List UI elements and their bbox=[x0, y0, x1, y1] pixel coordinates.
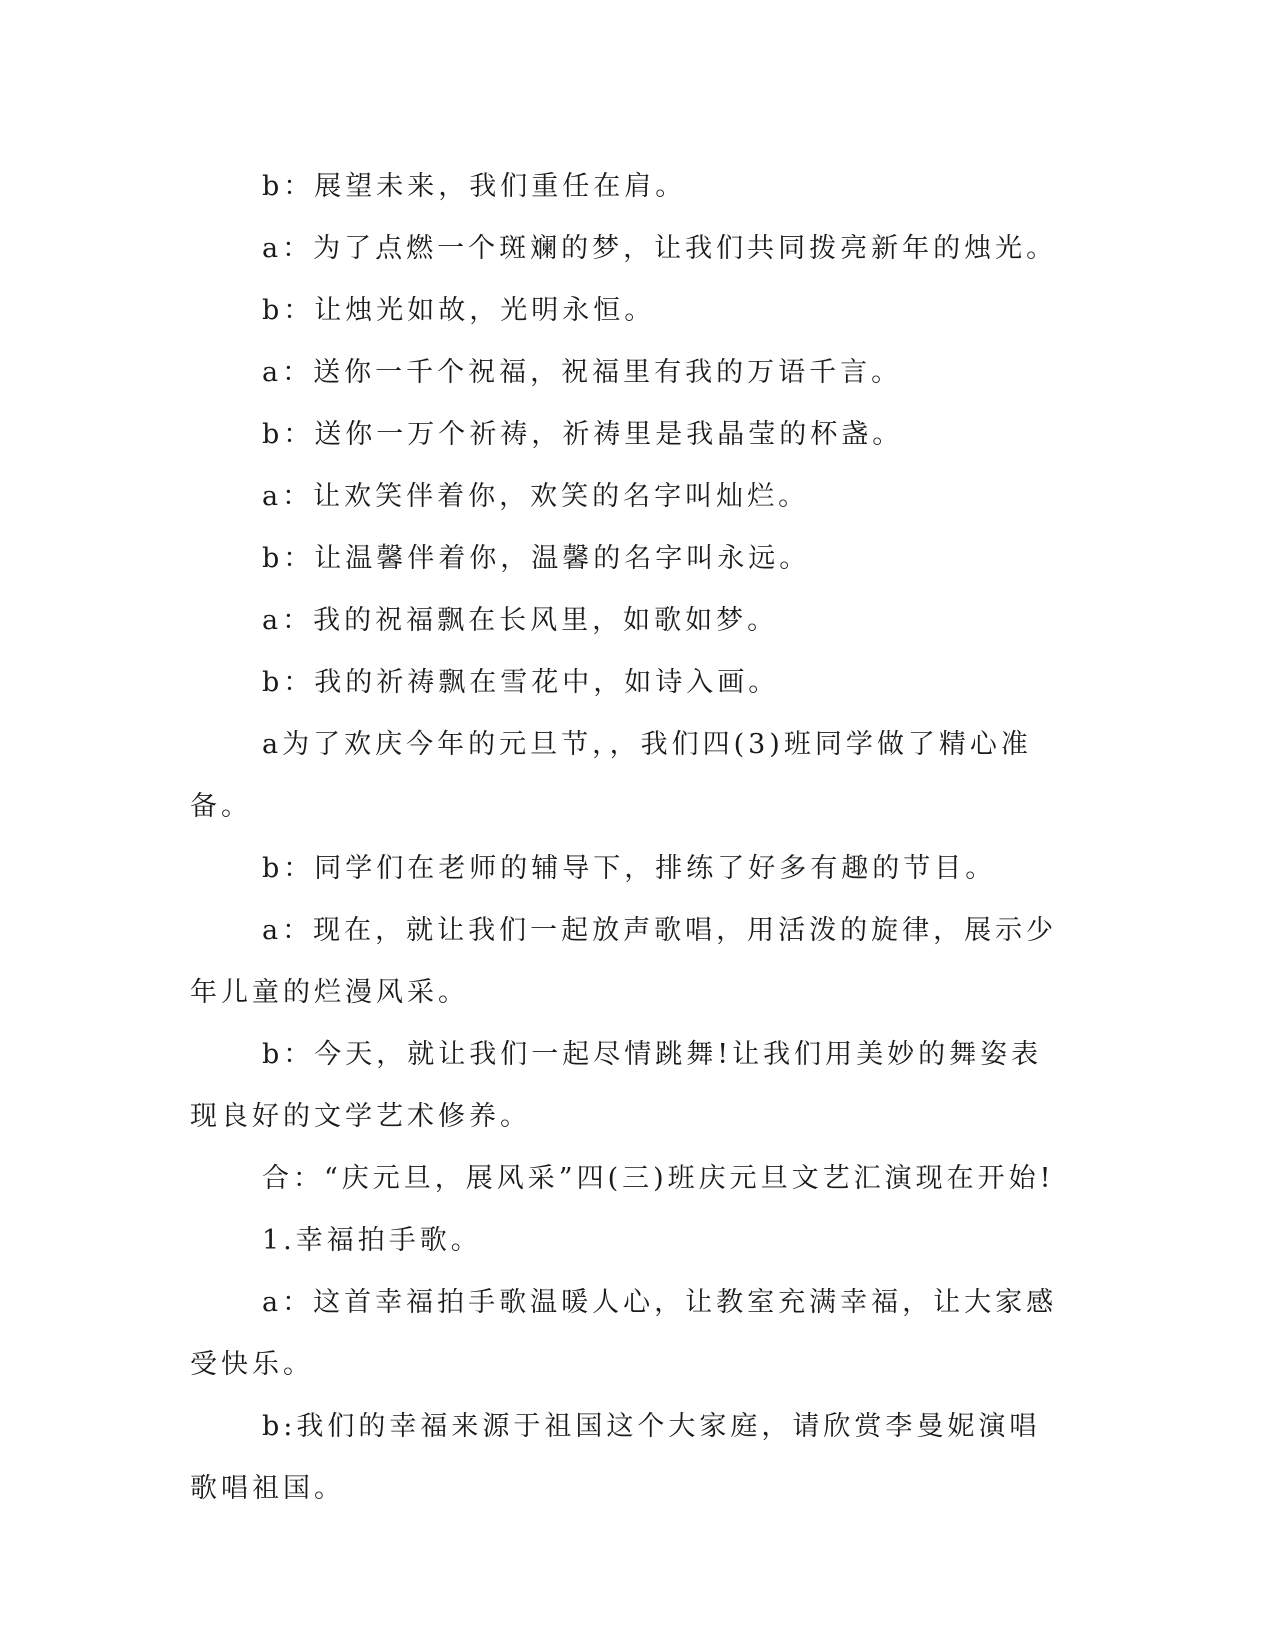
paragraph: b：让温馨伴着你，温馨的名字叫永远。 bbox=[262, 543, 811, 574]
paragraph: a：现在，就让我们一起放声歌唱，用活泼的旋律，展示少年儿童的烂漫风采。 bbox=[190, 915, 1058, 1008]
paragraph: a为了欢庆今年的元旦节，，我们四(3)班同学做了精心准备。 bbox=[190, 729, 1032, 822]
paragraph: b：展望未来，我们重任在肩。 bbox=[262, 171, 687, 202]
paragraph: b：让烛光如故，光明永恒。 bbox=[262, 295, 656, 326]
paragraph: b：今天，就让我们一起尽情跳舞!让我们用美妙的舞姿表现良好的文学艺术修养。 bbox=[190, 1039, 1043, 1132]
paragraph: b：送你一万个祈祷，祈祷里是我晶莹的杯盏。 bbox=[262, 419, 904, 450]
paragraph: a：这首幸福拍手歌温暖人心，让教室充满幸福，让大家感受快乐。 bbox=[190, 1287, 1058, 1380]
paragraph: a：让欢笑伴着你，欢笑的名字叫灿烂。 bbox=[262, 481, 810, 512]
paragraph: a：我的祝福飘在长风里，如歌如梦。 bbox=[262, 605, 779, 636]
paragraph: a：送你一千个祝福，祝福里有我的万语千言。 bbox=[262, 357, 903, 388]
paragraph: b：同学们在老师的辅导下，排练了好多有趣的节目。 bbox=[262, 853, 997, 884]
paragraph: b:我们的幸福来源于祖国这个大家庭，请欣赏李曼妮演唱歌唱祖国。 bbox=[190, 1411, 1041, 1504]
paragraph: b：我的祈祷飘在雪花中，如诗入画。 bbox=[262, 667, 780, 698]
paragraph: a：为了点燃一个斑斓的梦，让我们共同拨亮新年的烛光。 bbox=[262, 233, 1058, 264]
paragraph: 合：“庆元旦，展风采”四(三)班庆元旦文艺汇演现在开始! bbox=[262, 1163, 1055, 1194]
document-body bbox=[190, 156, 1070, 1520]
paragraph: 1.幸福拍手歌。 bbox=[262, 1225, 482, 1256]
